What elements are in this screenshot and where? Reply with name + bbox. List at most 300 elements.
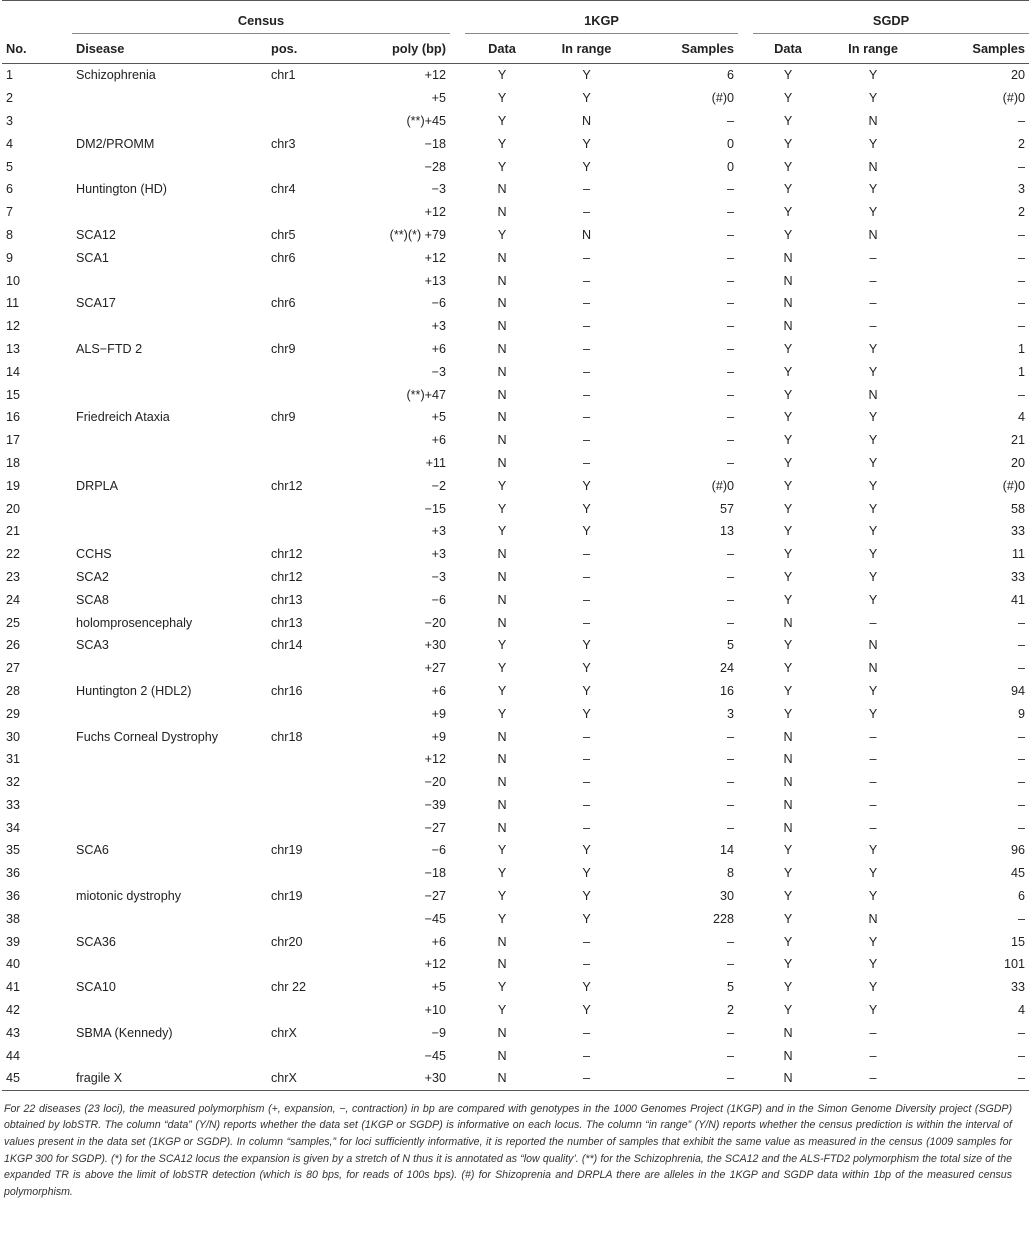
cell-kgp-samples: – xyxy=(727,182,735,197)
cell-kgp-range: Y xyxy=(582,1003,591,1018)
cell-kgp-samples: – xyxy=(727,341,735,356)
cell-spacer xyxy=(738,748,753,771)
cell-kgp-range: – xyxy=(583,341,591,356)
cell-pos xyxy=(267,794,337,817)
table-row xyxy=(2,292,1029,315)
cell-no: 43 xyxy=(6,1025,21,1040)
cell-no: 23 xyxy=(6,569,21,584)
cell-sgdp-range: Y xyxy=(868,843,878,858)
cell-pos xyxy=(267,748,337,771)
table-row xyxy=(2,657,1029,680)
cell-no: 4 xyxy=(6,136,14,151)
cell-kgp-samples: 24 xyxy=(720,661,735,676)
cell-kgp-range: Y xyxy=(582,866,591,881)
cell-poly: (**)+45 xyxy=(406,113,447,128)
cell-spacer xyxy=(738,680,753,703)
cell-disease: Schizophrenia xyxy=(76,68,156,83)
cell-pos: chr1 xyxy=(271,68,296,83)
table-row xyxy=(2,816,1029,839)
cell-poly: −45 xyxy=(424,1048,447,1063)
cell-sgdp-samples: 9 xyxy=(1018,706,1026,721)
cell-spacer xyxy=(450,566,465,589)
cell-spacer xyxy=(738,588,753,611)
cell-kgp-data: N xyxy=(497,182,507,197)
cell-spacer xyxy=(738,224,753,247)
cell-sgdp-samples: – xyxy=(1018,752,1026,767)
cell-no: 29 xyxy=(6,706,21,721)
cell-spacer xyxy=(738,360,753,383)
cell-spacer xyxy=(738,885,753,908)
cell-kgp-data: Y xyxy=(497,843,507,858)
header-spacer xyxy=(738,34,753,64)
cell-poly: +5 xyxy=(431,410,447,425)
cell-sgdp-data: N xyxy=(783,1048,793,1063)
cell-disease xyxy=(72,452,267,475)
cell-sgdp-samples: 20 xyxy=(1011,455,1026,470)
cell-no: 45 xyxy=(2,1067,72,1090)
table-row xyxy=(2,64,1029,87)
table-row xyxy=(2,383,1029,406)
cell-poly: +11 xyxy=(425,455,447,470)
cell-sgdp-range: – xyxy=(869,296,877,311)
cell-spacer xyxy=(738,976,753,999)
cell-kgp-range: Y xyxy=(582,661,591,676)
table-row xyxy=(2,1044,1029,1067)
cell-spacer xyxy=(738,862,753,885)
cell-sgdp-range: Y xyxy=(868,524,878,539)
cell-disease: SCA1 xyxy=(76,250,109,265)
cell-sgdp-samples: 1 xyxy=(1018,341,1026,356)
cell-poly: +6 xyxy=(431,934,447,949)
cell-spacer xyxy=(450,246,465,269)
cell-kgp-samples: – xyxy=(727,752,735,767)
cell-spacer xyxy=(738,611,753,634)
cell-pos xyxy=(267,269,337,292)
cell-poly: +3 xyxy=(431,524,447,539)
cell-kgp-data: N xyxy=(497,319,507,334)
cell-sgdp-range: N xyxy=(868,113,878,128)
cell-no: 32 xyxy=(6,775,21,790)
cell-kgp-range: – xyxy=(583,775,591,790)
cell-kgp-data: Y xyxy=(497,113,507,128)
cell-sgdp-data: Y xyxy=(783,547,793,562)
cell-disease: fragile X xyxy=(72,1067,267,1090)
cell-disease xyxy=(72,907,267,930)
cell-kgp-data: N xyxy=(497,1048,507,1063)
cell-no: 21 xyxy=(6,524,21,539)
cell-kgp-data: N xyxy=(497,387,507,402)
col-pos: pos. xyxy=(267,34,337,64)
cell-kgp-data: N xyxy=(497,455,507,470)
cell-disease: SCA8 xyxy=(76,592,109,607)
cell-sgdp-range: Y xyxy=(868,182,878,197)
cell-sgdp-samples: 3 xyxy=(1018,182,1026,197)
cell-sgdp-samples: 33 xyxy=(1011,569,1026,584)
table-row xyxy=(2,110,1029,133)
cell-kgp-range: – xyxy=(583,182,591,197)
table-row xyxy=(2,338,1029,361)
cell-sgdp-samples: – xyxy=(1018,911,1026,926)
cell-kgp-samples: 13 xyxy=(720,524,735,539)
table-row xyxy=(2,1067,1029,1090)
cell-kgp-range: Y xyxy=(582,478,591,493)
cell-kgp-range: – xyxy=(583,820,591,835)
cell-poly: −20 xyxy=(424,615,447,630)
cell-kgp-samples: – xyxy=(727,227,735,242)
cell-kgp-data: Y xyxy=(497,911,507,926)
table-row xyxy=(2,132,1029,155)
cell-kgp-samples: – xyxy=(727,569,735,584)
cell-spacer xyxy=(450,680,465,703)
cell-spacer xyxy=(738,201,753,224)
cell-spacer xyxy=(738,794,753,817)
cell-pos xyxy=(267,110,337,133)
cell-kgp-range: – xyxy=(583,364,591,379)
cell-no: 30 xyxy=(6,729,21,744)
cell-sgdp-range: – xyxy=(869,1025,877,1040)
cell-disease xyxy=(72,87,267,110)
cell-spacer xyxy=(738,315,753,338)
cell-kgp-samples: 16 xyxy=(720,683,735,698)
table-header xyxy=(2,1,1029,64)
cell-sgdp-samples: 2 xyxy=(1018,136,1026,151)
cell-sgdp-data: N xyxy=(783,752,793,767)
cell-sgdp-range: Y xyxy=(868,136,878,151)
cell-sgdp-data: Y xyxy=(783,980,793,995)
cell-poly: −27 xyxy=(424,889,447,904)
cell-sgdp-data: Y xyxy=(783,182,793,197)
cell-sgdp-data: Y xyxy=(783,592,793,607)
table-row xyxy=(2,930,1029,953)
cell-disease: Friedreich Ataxia xyxy=(76,410,170,425)
cell-sgdp-data: Y xyxy=(783,159,793,174)
cell-spacer xyxy=(738,178,753,201)
table-row xyxy=(2,543,1029,566)
cell-kgp-samples: – xyxy=(727,455,735,470)
cell-kgp-range: Y xyxy=(582,159,591,174)
cell-poly: +10 xyxy=(424,1003,447,1018)
polymorphism-table xyxy=(2,0,1029,1091)
cell-poly: −3 xyxy=(431,569,447,584)
cell-sgdp-samples: – xyxy=(1018,387,1026,402)
cell-disease xyxy=(72,771,267,794)
cell-kgp-samples: – xyxy=(727,433,735,448)
cell-kgp-range: Y xyxy=(582,91,591,106)
cell-pos xyxy=(267,201,337,224)
cell-spacer xyxy=(738,1067,753,1090)
table-row xyxy=(2,360,1029,383)
group-census: Census xyxy=(72,1,450,34)
cell-spacer xyxy=(738,907,753,930)
cell-sgdp-samples: 1 xyxy=(1018,364,1026,379)
cell-sgdp-samples: 101 xyxy=(1004,957,1026,972)
cell-no: 5 xyxy=(6,159,14,174)
cell-pos: chr19 xyxy=(271,843,303,858)
cell-disease: SBMA (Kennedy) xyxy=(76,1025,173,1040)
cell-no: 31 xyxy=(6,752,21,767)
cell-sgdp-samples: – xyxy=(1018,820,1026,835)
cell-sgdp-range: Y xyxy=(868,706,878,721)
cell-kgp-data: Y xyxy=(497,661,507,676)
cell-sgdp-range: Y xyxy=(868,410,878,425)
cell-sgdp-range: – xyxy=(869,729,877,744)
cell-sgdp-samples: 20 xyxy=(1011,68,1026,83)
cell-spacer xyxy=(450,155,465,178)
cell-sgdp-samples: – xyxy=(1018,797,1026,812)
cell-pos: chr9 xyxy=(271,410,296,425)
cell-kgp-samples: – xyxy=(727,250,735,265)
cell-sgdp-range: Y xyxy=(868,364,878,379)
cell-spacer xyxy=(738,930,753,953)
cell-sgdp-samples: – xyxy=(1018,319,1026,334)
cell-no: 3 xyxy=(6,113,14,128)
cell-spacer xyxy=(450,588,465,611)
cell-poly: +12 xyxy=(424,250,447,265)
cell-sgdp-data: N xyxy=(753,1067,823,1090)
cell-poly: −15 xyxy=(424,501,447,516)
cell-kgp-data: Y xyxy=(497,227,507,242)
table-row xyxy=(2,907,1029,930)
cell-sgdp-samples: – xyxy=(1018,296,1026,311)
cell-sgdp-range: Y xyxy=(868,455,878,470)
cell-pos xyxy=(267,383,337,406)
cell-spacer xyxy=(738,292,753,315)
cell-spacer xyxy=(738,132,753,155)
cell-no: 15 xyxy=(6,387,21,402)
cell-poly: −3 xyxy=(431,182,447,197)
cell-disease xyxy=(72,862,267,885)
cell-kgp-samples: – xyxy=(727,957,735,972)
cell-poly: +6 xyxy=(431,683,447,698)
cell-spacer xyxy=(450,748,465,771)
cell-spacer xyxy=(450,269,465,292)
cell-kgp-data: N xyxy=(497,615,507,630)
header-spacer xyxy=(450,34,465,64)
table-row xyxy=(2,429,1029,452)
table-row xyxy=(2,224,1029,247)
cell-kgp-data: N xyxy=(497,341,507,356)
cell-sgdp-data: Y xyxy=(783,227,793,242)
cell-kgp-samples: – xyxy=(727,797,735,812)
cell-spacer xyxy=(738,246,753,269)
cell-poly: +12 xyxy=(424,752,447,767)
cell-sgdp-samples: 15 xyxy=(1011,934,1026,949)
cell-sgdp-samples: 41 xyxy=(1011,592,1026,607)
cell-sgdp-samples: 45 xyxy=(1011,866,1026,881)
cell-sgdp-data: N xyxy=(783,797,793,812)
cell-sgdp-samples: 94 xyxy=(1011,683,1026,698)
cell-kgp-samples: 5 xyxy=(727,638,735,653)
cell-spacer xyxy=(738,497,753,520)
cell-disease xyxy=(72,269,267,292)
cell-sgdp-range: – xyxy=(869,319,877,334)
cell-sgdp-range: Y xyxy=(868,889,878,904)
cell-spacer xyxy=(450,794,465,817)
cell-sgdp-samples: 4 xyxy=(1018,1003,1026,1018)
cell-disease: SCA6 xyxy=(76,843,109,858)
cell-sgdp-data: N xyxy=(783,319,793,334)
cell-spacer xyxy=(450,953,465,976)
cell-pos xyxy=(267,999,337,1022)
table-row xyxy=(2,201,1029,224)
cell-spacer xyxy=(450,452,465,475)
cell-spacer xyxy=(450,611,465,634)
cell-pos xyxy=(267,452,337,475)
cell-kgp-range: – xyxy=(583,273,591,288)
cell-sgdp-samples: 6 xyxy=(1018,889,1026,904)
cell-disease xyxy=(72,429,267,452)
cell-kgp-samples: – xyxy=(727,1048,735,1063)
cell-spacer xyxy=(738,64,753,87)
col-kgp-samples: Samples xyxy=(634,34,738,64)
cell-poly: +9 xyxy=(431,729,447,744)
header-spacer xyxy=(738,1,753,34)
cell-sgdp-data: Y xyxy=(783,934,793,949)
cell-kgp-samples: – xyxy=(727,410,735,425)
cell-kgp-range: Y xyxy=(582,501,591,516)
cell-sgdp-data: Y xyxy=(783,1003,793,1018)
cell-kgp-samples: 57 xyxy=(720,501,735,516)
cell-disease xyxy=(72,360,267,383)
cell-kgp-range: Y xyxy=(582,683,591,698)
header-spacer xyxy=(450,1,465,34)
cell-sgdp-samples: – xyxy=(1018,1048,1026,1063)
cell-kgp-data: N xyxy=(497,934,507,949)
cell-no: 13 xyxy=(6,341,21,356)
cell-poly: −28 xyxy=(424,159,447,174)
cell-kgp-range: – xyxy=(583,797,591,812)
cell-sgdp-samples: – xyxy=(1018,227,1026,242)
cell-poly: +30 xyxy=(337,1067,450,1090)
cell-kgp-data: N xyxy=(497,592,507,607)
table-row xyxy=(2,771,1029,794)
cell-poly: +3 xyxy=(431,547,447,562)
cell-pos xyxy=(267,155,337,178)
cell-disease: SCA2 xyxy=(76,569,109,584)
table-row xyxy=(2,452,1029,475)
cell-sgdp-data: Y xyxy=(783,501,793,516)
cell-disease: Fuchs Corneal Dystrophy xyxy=(76,729,219,744)
cell-kgp-data: Y xyxy=(497,159,507,174)
cell-spacer xyxy=(738,999,753,1022)
cell-spacer xyxy=(450,132,465,155)
cell-kgp-range: – xyxy=(583,752,591,767)
cell-pos xyxy=(267,315,337,338)
cell-spacer xyxy=(450,474,465,497)
cell-disease xyxy=(72,315,267,338)
table-body xyxy=(2,64,1029,1091)
table-row xyxy=(2,862,1029,885)
cell-sgdp-data: Y xyxy=(783,638,793,653)
cell-sgdp-data: Y xyxy=(783,683,793,698)
table-row xyxy=(2,566,1029,589)
cell-kgp-range: Y xyxy=(582,980,591,995)
cell-no: 35 xyxy=(6,843,21,858)
cell-pos: chr14 xyxy=(271,638,303,653)
cell-kgp-range: – xyxy=(583,387,591,402)
cell-kgp-samples: – xyxy=(727,592,735,607)
cell-disease: DM2/PROMM xyxy=(76,136,155,151)
table-row xyxy=(2,155,1029,178)
cell-kgp-data: Y xyxy=(497,136,507,151)
cell-sgdp-range: Y xyxy=(868,478,878,493)
cell-no: 38 xyxy=(6,911,21,926)
cell-no: 8 xyxy=(6,227,14,242)
cell-kgp-samples: 3 xyxy=(727,706,735,721)
cell-poly: −6 xyxy=(431,843,447,858)
cell-sgdp-samples: – xyxy=(1018,661,1026,676)
table-row xyxy=(2,1021,1029,1044)
cell-pos xyxy=(267,862,337,885)
cell-no: 44 xyxy=(6,1048,21,1063)
cell-pos: chr20 xyxy=(271,934,303,949)
cell-pos: chr3 xyxy=(271,136,296,151)
cell-sgdp-data: Y xyxy=(783,205,793,220)
cell-disease: SCA17 xyxy=(76,296,116,311)
cell-spacer xyxy=(738,155,753,178)
cell-spacer xyxy=(738,383,753,406)
cell-kgp-samples: 5 xyxy=(727,980,735,995)
cell-pos: chr18 xyxy=(271,729,303,744)
cell-no: 22 xyxy=(6,547,21,562)
cell-sgdp-samples: – xyxy=(1018,113,1026,128)
cell-sgdp-samples: – xyxy=(1018,775,1026,790)
cell-spacer xyxy=(450,406,465,429)
cell-kgp-samples: – xyxy=(727,729,735,744)
cell-kgp-data: Y xyxy=(497,91,507,106)
cell-poly: −20 xyxy=(424,775,447,790)
cell-sgdp-range: – xyxy=(869,775,877,790)
cell-spacer xyxy=(738,269,753,292)
cell-spacer xyxy=(738,1021,753,1044)
cell-no: 36 xyxy=(6,866,21,881)
cell-kgp-data: Y xyxy=(497,68,507,83)
cell-disease: miotonic dystrophy xyxy=(76,889,181,904)
cell-kgp-range: Y xyxy=(582,638,591,653)
table-row xyxy=(2,588,1029,611)
table-row xyxy=(2,87,1029,110)
cell-sgdp-data: N xyxy=(783,273,793,288)
cell-kgp-samples: (#)0 xyxy=(711,91,735,106)
cell-no: 1 xyxy=(6,68,14,83)
cell-kgp-data: N xyxy=(497,775,507,790)
cell-no: 2 xyxy=(6,91,14,106)
cell-spacer xyxy=(738,87,753,110)
cell-poly: (**)+47 xyxy=(406,387,447,402)
cell-poly: −6 xyxy=(431,592,447,607)
group-sgdp: SGDP xyxy=(753,1,1029,34)
cell-spacer xyxy=(450,771,465,794)
cell-poly: +5 xyxy=(431,980,447,995)
cell-spacer xyxy=(738,657,753,680)
cell-disease: SCA3 xyxy=(76,638,109,653)
cell-disease xyxy=(72,816,267,839)
cell-spacer xyxy=(450,930,465,953)
cell-no: 6 xyxy=(6,182,14,197)
cell-sgdp-range: – xyxy=(869,820,877,835)
cell-spacer xyxy=(450,429,465,452)
cell-sgdp-data: Y xyxy=(783,843,793,858)
cell-kgp-data: N xyxy=(465,1067,539,1090)
table-row xyxy=(2,246,1029,269)
cell-no: 12 xyxy=(6,319,21,334)
cell-disease xyxy=(72,383,267,406)
cell-disease: Huntington (HD) xyxy=(76,182,167,197)
cell-kgp-samples: – xyxy=(727,364,735,379)
cell-sgdp-range: Y xyxy=(868,569,878,584)
cell-no: 7 xyxy=(6,205,14,220)
cell-sgdp-data: Y xyxy=(783,957,793,972)
